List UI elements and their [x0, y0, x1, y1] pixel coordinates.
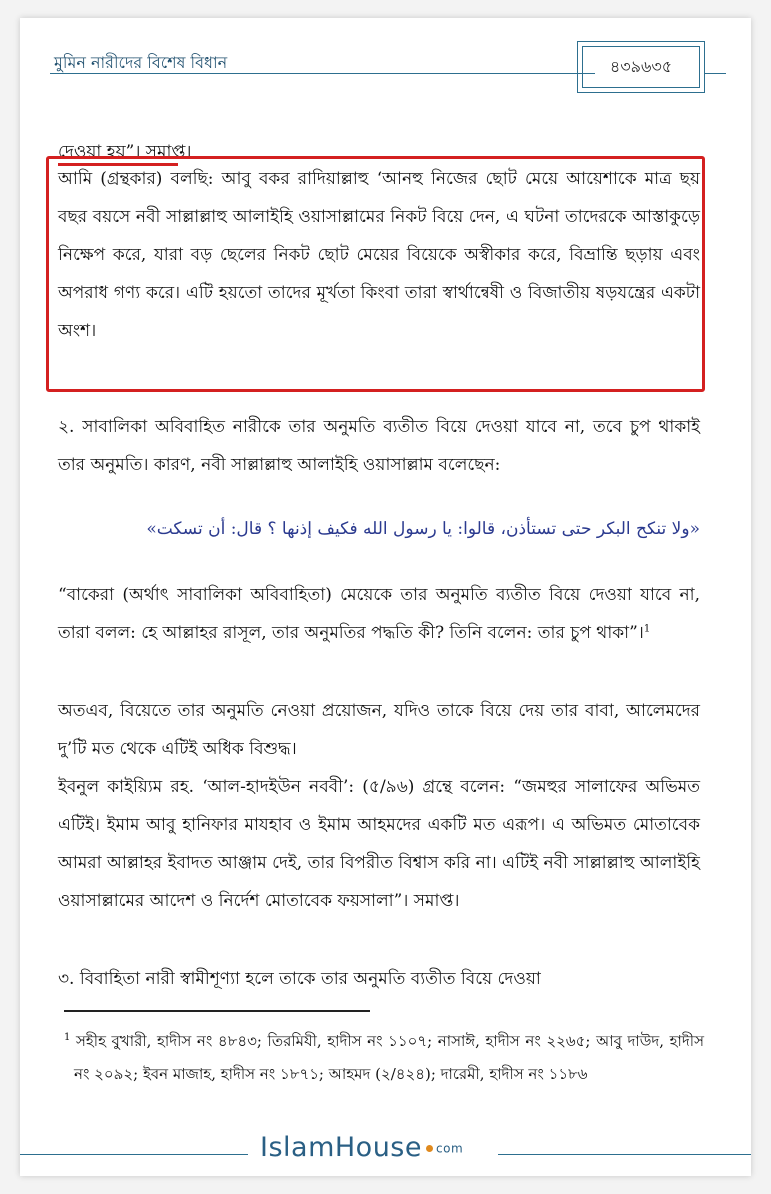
running-header-title: মুমিন নারীদের বিশেষ বিধান — [54, 53, 228, 72]
footer-rule-right — [498, 1154, 751, 1155]
footer-rule-left — [20, 1154, 248, 1155]
arabic-hadith: «ولا تنكح البكر حتى تستأذن، قالوا: يا رسول الله فكيف إذنها ؟ قال: أن تسكت» — [146, 519, 700, 539]
footnote-number: 1 — [64, 1032, 71, 1043]
translation-text: “বাকেরা (অর্থাৎ সাবালিকা অবিবাহিতা) মেয়েকে তার অনুমতি ব্যতীত বিয়ে দেওয়া যাবে না, তারা বলল: হে আল্লাহর রাসূল, তার অনুমতির পদ্ধতি কী? তিনি বলেন: তার চুপ থাকা”। — [58, 585, 700, 643]
conclusion-paragraph: অতএব, বিয়েতে তার অনুমতি নেওয়া প্রয়োজন, যদিও তাকে বিয়ে দেয় তার বাবা, আলেমদের দু’টি মত থেকে এটিই অধিক বিশুদ্ধ। — [58, 701, 700, 759]
brand-dot-icon — [426, 1145, 433, 1152]
footnote-text: সহীহ বুখারী, হাদীস নং ৪৮৪৩; তিরমিযী, হাদীস নং ১১০৭; নাসাঈ, হাদীস নং ২২৬৫; আবু দাউদ, হাদীস নং ২০৯২; ইবন মাজাহ, হাদীস নং ১৮৭১; আহমদ (২/৪২৪); দারেমী, হাদীস নং ১১৮৬ — [74, 1032, 704, 1083]
footnote — [64, 1025, 704, 1091]
footer-brand-logo[interactable] — [260, 1132, 463, 1163]
author-comment-paragraph: আমি (গ্রন্থকার) বলছি: আবু বকর রাদিয়াল্লাহু ‘আনহু নিজের ছোট মেয়ে আয়েশাকে মাত্র ছয় বছর বয়সে নবী সাল্লাল্লাহু আলাইহি ওয়াসাল্লামের নিকট বিয়ে দেন, এ ঘটনা তাদেরকে আস্তাকুড়ে নিক্ষেপ করে, যারা বড় ছেলের নিকট ছোট মেয়ের বিয়েকে অস্বীকার করে, বিভ্রান্তি ছড়ায় এবং অপরাধ গণ্য করে। এটি হয়তো তাদের মূর্খতা কিংবা তারা স্বার্থান্বেষী ও বিজাতীয় ষড়যন্ত্রের একটা অংশ। — [58, 169, 700, 341]
footnote-reference[interactable]: 1 — [643, 623, 651, 635]
brand-name: IslamHouse — [260, 1132, 422, 1163]
translation-paragraph — [58, 576, 700, 652]
ibn-qayyim-paragraph: ইবনুল কাইয়্যিম রহ. ‘আল-হাদইউন নববী’: (৫/৯৬) গ্রন্থে বলেন: “জমহুর সালাফের অভিমত এটিই। ইমাম আবু হানিফার মাযহাব ও ইমাম আহমদের একটি মত এরূপ। এ অভিমত মোতাবেক আমরা আল্লাহর ইবাদত আঞ্জাম দেই, তার বিপরীত বিশ্বাস করি না। এটিই নবী সাল্লাল্লাহু আলাইহি ওয়াসাল্লামের আদেশ ও নির্দেশ মোতাবেক ফয়সালা”। সমাপ্ত। — [58, 777, 700, 911]
point-2-paragraph: ২. সাবালিকা অবিবাহিত নারীকে তার অনুমতি ব্যতীত বিয়ে দেওয়া যাবে না, তবে চুপ থাকাই তার অনুমতি। কারণ, নবী সাল্লাল্লাহু আলাইহি ওয়াসাল্লাম বলেছেন: — [58, 417, 700, 475]
brand-suffix: com — [436, 1141, 464, 1156]
header-rule — [50, 73, 595, 74]
page-number-box — [577, 41, 705, 93]
header-rule-right — [704, 73, 726, 74]
footnote-separator — [64, 1010, 370, 1012]
point-3-paragraph: ৩. বিবাহিতা নারী স্বামীশূণ্যা হলে তাকে তার অনুমতি ব্যতীত বিয়ে দেওয়া — [58, 969, 541, 989]
document-page — [20, 18, 751, 1176]
lead-text: দেওয়া হয়”। সমাপ্ত। — [58, 142, 192, 162]
page-number: ৪৩৯৬৩৫ — [582, 46, 700, 88]
